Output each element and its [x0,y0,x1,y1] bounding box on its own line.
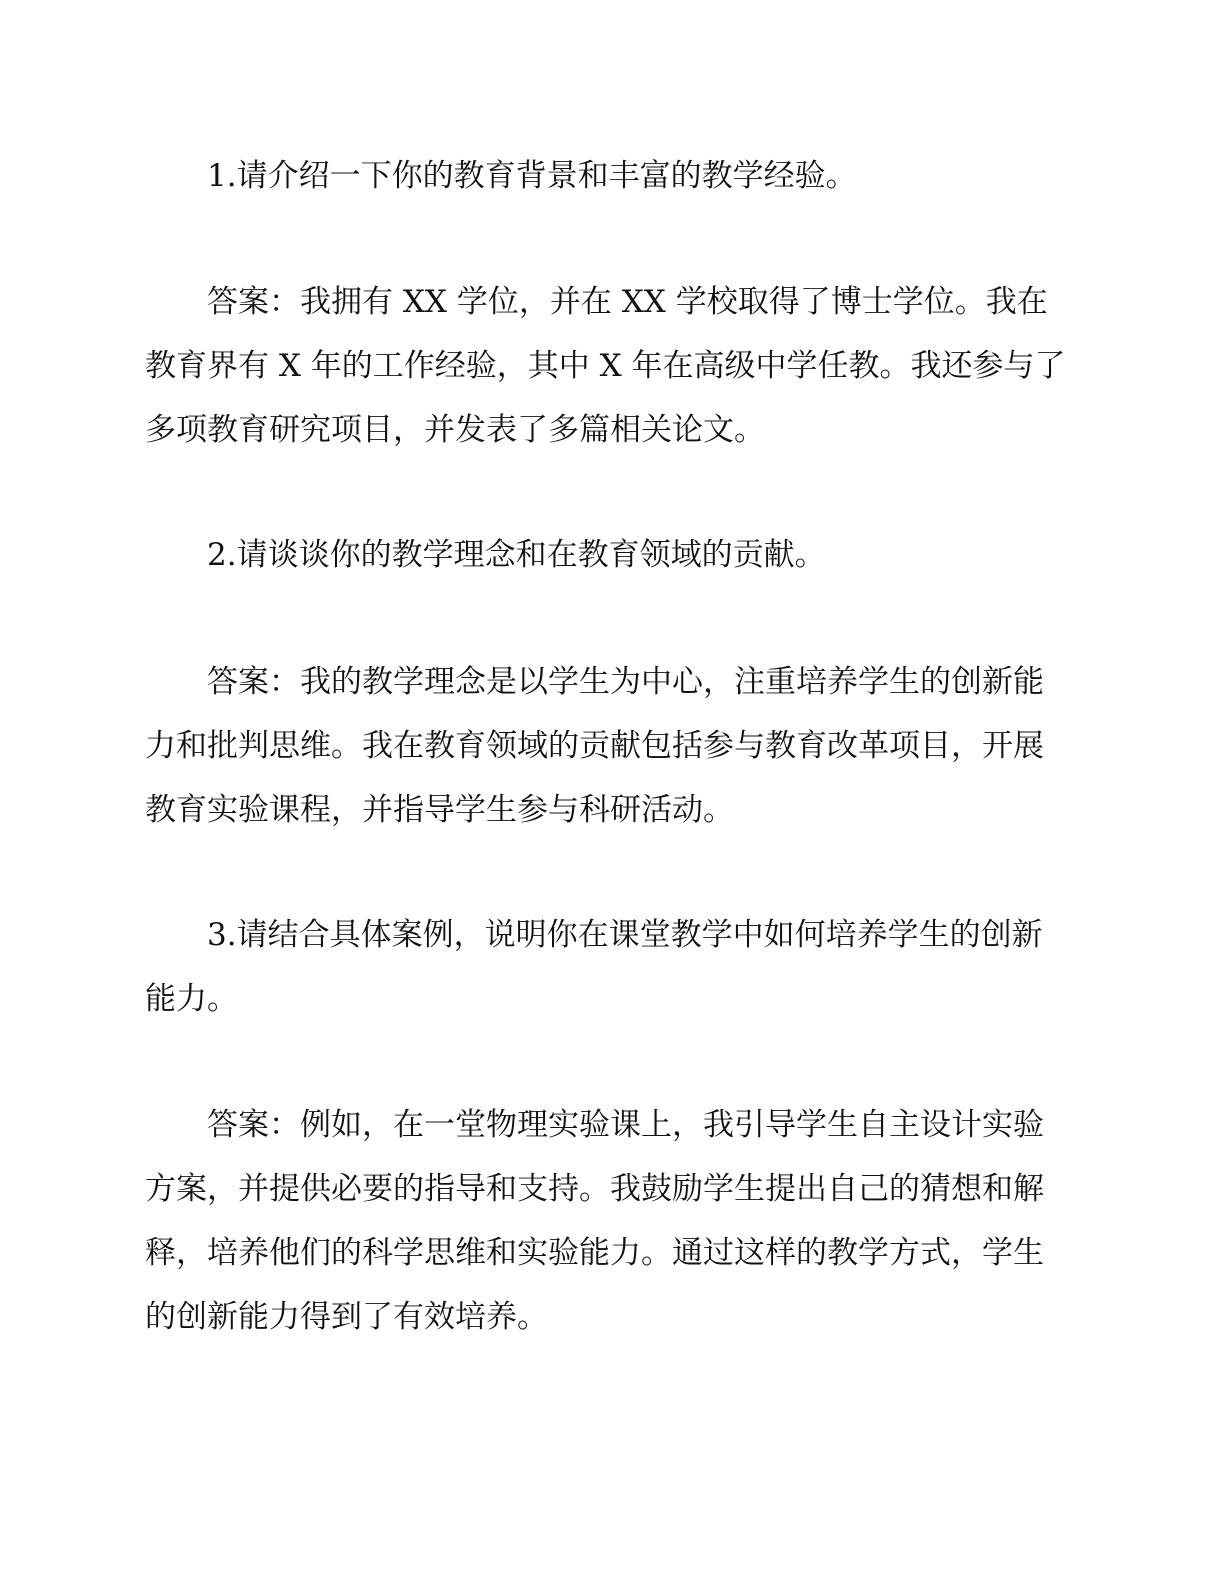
answer-1: 答案：我拥有 XX 学位，并在 XX 学校取得了博士学位。我在教育界有 X 年的工作经验，其中 X 年在高级中学任教。我还参与了多项教育研究项目，并发表了多篇相关论文。 [145,284,1066,448]
answer-3: 答案：例如，在一堂物理实验课上，我引导学生自主设计实验方案，并提供必要的指导和支持。我鼓励学生提出自己的猜想和解释，培养他们的科学思维和实验能力。通过这样的教学方式，学生的创新能力得到了有效培养。 [145,1107,1044,1335]
question-3: 3.请结合具体案例，说明你在课堂教学中如何培养学生的创新能力。 [145,917,1043,1017]
answer-2: 答案：我的教学理念是以学生为中心，注重培养学生的创新能力和批判思维。我在教育领域的贡献包括参与教育改革项目，开展教育实验课程，并指导学生参与科研活动。 [145,664,1044,828]
question-1: 1.请介绍一下你的教育背景和丰富的教学经验。 [207,158,857,194]
question-2: 2.请谈谈你的教学理念和在教育领域的贡献。 [207,537,826,573]
